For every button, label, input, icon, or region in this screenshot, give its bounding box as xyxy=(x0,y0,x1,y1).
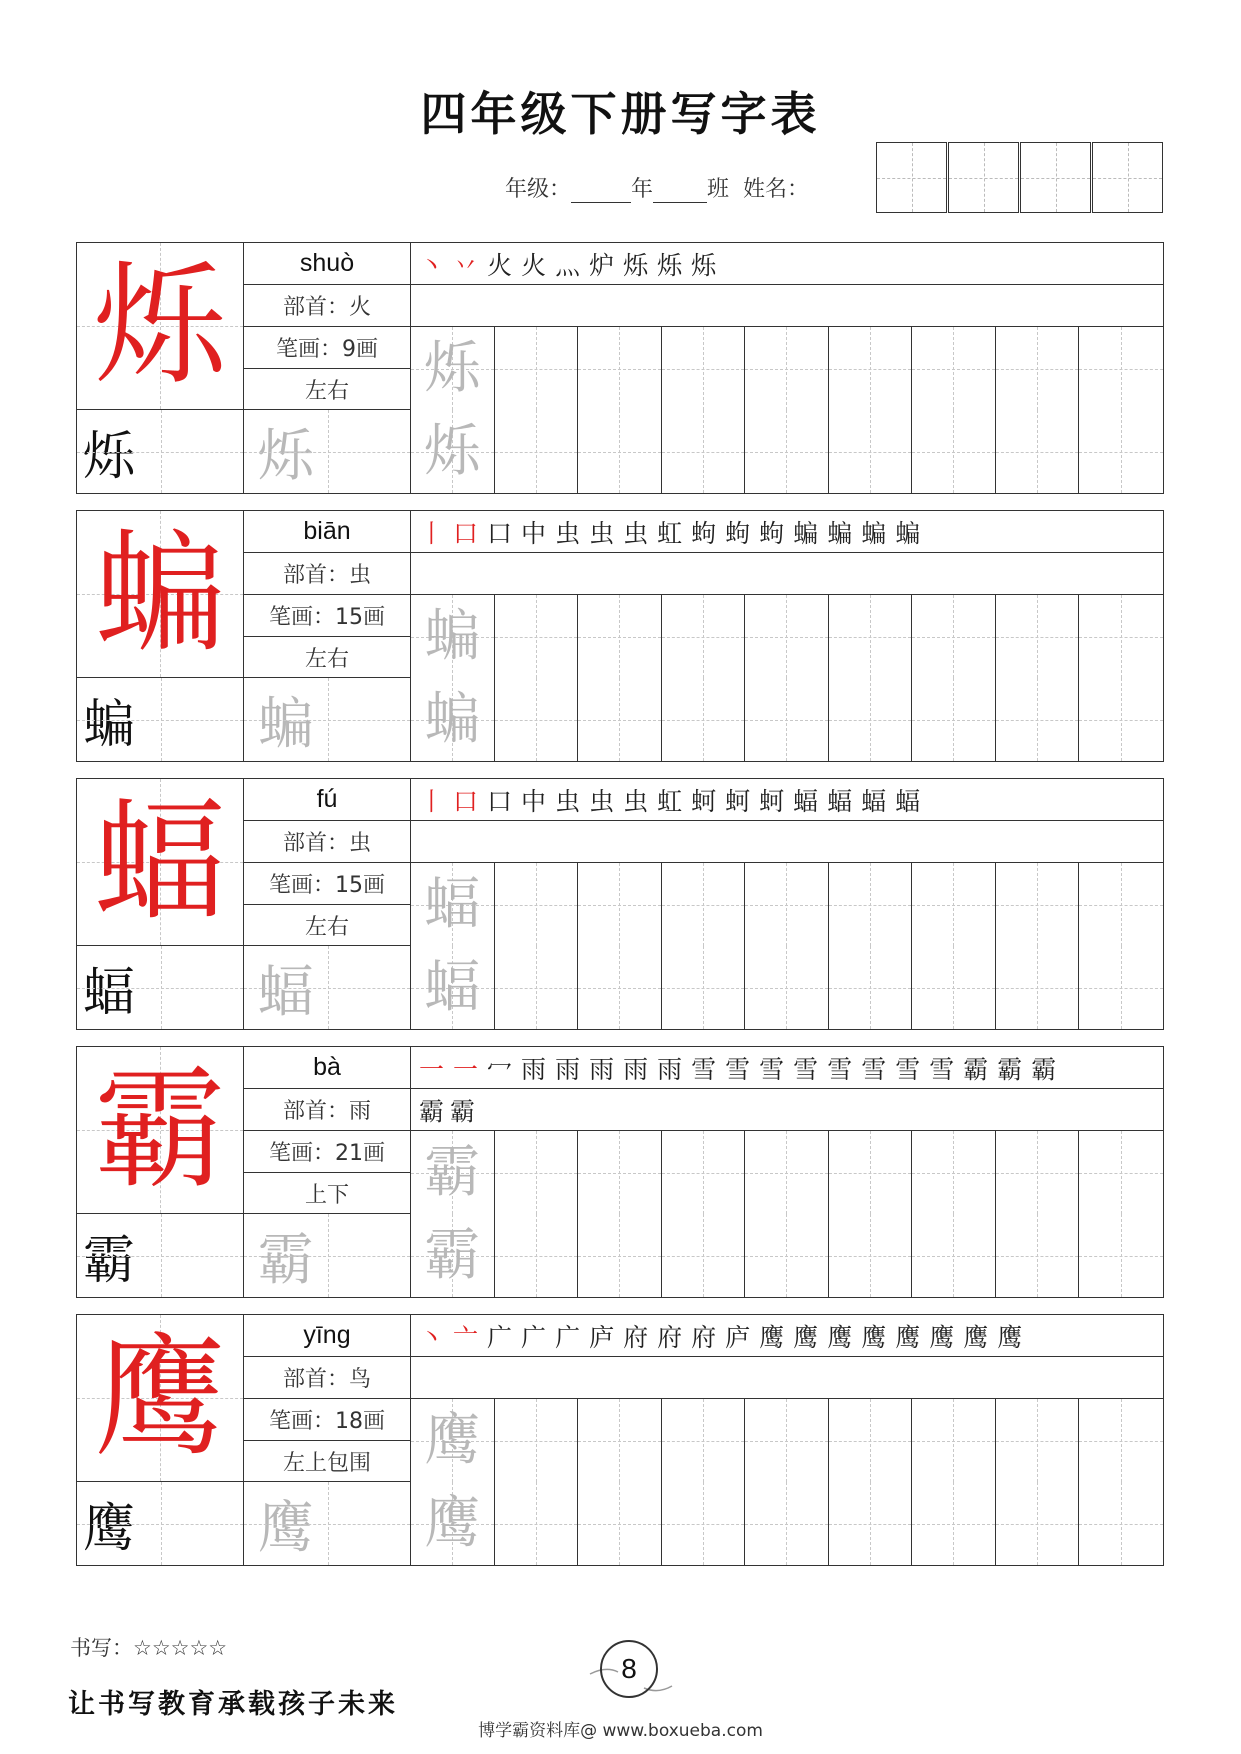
practice-square[interactable] xyxy=(996,678,1080,761)
stroke-step: 火 xyxy=(521,250,547,280)
stroke-step: 霸 xyxy=(997,1054,1023,1084)
large-character-cell xyxy=(77,511,244,678)
practice-square[interactable] xyxy=(829,678,913,761)
trace-character: 烁 xyxy=(257,423,314,489)
stroke-step: 雨 xyxy=(623,1054,649,1084)
trace-character: 蝠 xyxy=(257,959,314,1025)
practice-square[interactable] xyxy=(411,946,495,1029)
radical: 部首：雨 xyxy=(282,1099,371,1124)
practice-square[interactable] xyxy=(996,1482,1080,1565)
practice-square[interactable] xyxy=(1079,1131,1163,1214)
practice-square[interactable] xyxy=(745,946,829,1029)
practice-square[interactable] xyxy=(1079,1214,1163,1297)
trace-cell[interactable] xyxy=(244,678,411,761)
stroke-step: 丨 xyxy=(419,786,445,816)
stroke-step: 蝙 xyxy=(861,518,887,548)
practice-square[interactable] xyxy=(829,327,913,410)
practice-square[interactable] xyxy=(745,1482,829,1565)
trace-cell[interactable] xyxy=(244,1482,411,1565)
practice-square[interactable] xyxy=(829,1399,913,1482)
model-character: 蝠 xyxy=(83,963,136,1023)
stroke-count: 笔画：21画 xyxy=(269,1141,385,1166)
stroke-order-row xyxy=(411,243,1163,285)
pinyin: fú xyxy=(316,785,338,813)
structure: 左右 xyxy=(304,378,349,404)
motto: 让书写教育承载孩子未来 xyxy=(68,1689,398,1720)
practice-square[interactable] xyxy=(996,1131,1080,1214)
info-column xyxy=(244,243,411,410)
stroke-order-row xyxy=(411,1047,1163,1089)
stroke-step: 虫 xyxy=(623,518,649,548)
large-character: 蝠 xyxy=(94,785,226,939)
stroke-step: 口 xyxy=(453,518,479,548)
pinyin: biān xyxy=(303,517,351,545)
practice-square[interactable] xyxy=(745,1131,829,1214)
stroke-step: 蝙 xyxy=(895,518,921,548)
character-block xyxy=(76,778,1164,1030)
practice-square[interactable] xyxy=(1079,410,1163,493)
stroke-step: 蝙 xyxy=(827,518,853,548)
stroke-step: 庐 xyxy=(589,1322,615,1352)
practice-square[interactable] xyxy=(411,863,495,946)
model-character: 霸 xyxy=(83,1231,136,1291)
model-character: 鹰 xyxy=(83,1499,136,1559)
practice-square[interactable] xyxy=(578,678,662,761)
stroke-order-continued-row xyxy=(411,1357,1163,1399)
class-label: 班 xyxy=(707,177,730,202)
name-label: 姓名： xyxy=(743,177,810,202)
practice-square[interactable] xyxy=(495,1214,579,1297)
radical: 部首：虫 xyxy=(282,563,371,588)
practice-square[interactable] xyxy=(829,1214,913,1297)
large-character: 蝙 xyxy=(94,517,226,671)
trace-cell[interactable] xyxy=(244,1214,411,1297)
radical: 部首：虫 xyxy=(282,831,371,856)
stroke-step: 蚼 xyxy=(691,518,717,548)
practice-square[interactable] xyxy=(912,1214,996,1297)
stroke-count: 笔画：15画 xyxy=(269,873,385,898)
trace-character: 蝙 xyxy=(257,691,314,757)
stroke-step: 霸 xyxy=(1031,1054,1057,1084)
stroke-step: 烁 xyxy=(691,250,717,280)
practice-square[interactable] xyxy=(1079,1482,1163,1565)
stroke-step: 府 xyxy=(691,1322,717,1352)
practice-square[interactable] xyxy=(1079,946,1163,1029)
structure: 上下 xyxy=(304,1182,349,1208)
site-credit: 博学霸资料库@ www.boxueba.com xyxy=(478,1721,763,1741)
stroke-order-continued-row xyxy=(411,553,1163,595)
practice-square[interactable] xyxy=(578,410,662,493)
practice-square[interactable] xyxy=(662,946,746,1029)
trace-character: 烁 xyxy=(424,335,481,401)
practice-square[interactable] xyxy=(912,410,996,493)
stroke-step: 庐 xyxy=(725,1322,751,1352)
practice-square[interactable] xyxy=(996,946,1080,1029)
model-character-cell xyxy=(77,946,244,1029)
stroke-step: 广 xyxy=(555,1322,581,1352)
stroke-step: 鹰 xyxy=(793,1322,819,1352)
practice-square[interactable] xyxy=(912,1399,996,1482)
stroke-step: 雪 xyxy=(793,1054,819,1084)
practice-square[interactable] xyxy=(578,327,662,410)
stroke-step: 蚼 xyxy=(725,518,751,548)
practice-square[interactable] xyxy=(1079,678,1163,761)
practice-square[interactable] xyxy=(411,678,495,761)
model-character-cell xyxy=(77,410,244,493)
stroke-step: 火 xyxy=(487,250,513,280)
practice-square[interactable] xyxy=(745,1214,829,1297)
practice-square[interactable] xyxy=(495,1399,579,1482)
stroke-step: 中 xyxy=(521,518,547,548)
structure: 左上包围 xyxy=(282,1450,371,1476)
stroke-count: 笔画：15画 xyxy=(269,605,385,630)
stroke-count: 笔画：18画 xyxy=(269,1409,385,1434)
stroke-step: 口 xyxy=(453,786,479,816)
grade-blank[interactable] xyxy=(571,180,631,203)
student-info-line xyxy=(505,172,809,203)
stroke-step: 鹰 xyxy=(861,1322,887,1352)
stroke-step: 雨 xyxy=(657,1054,683,1084)
stroke-step: 鹰 xyxy=(827,1322,853,1352)
practice-square[interactable] xyxy=(662,595,746,678)
practice-square[interactable] xyxy=(912,678,996,761)
stroke-step: 雨 xyxy=(555,1054,581,1084)
practice-square[interactable] xyxy=(495,1482,579,1565)
pinyin: yīng xyxy=(303,1321,351,1349)
practice-square[interactable] xyxy=(495,595,579,678)
stroke-step: 虹 xyxy=(657,518,683,548)
pinyin: bà xyxy=(313,1053,341,1081)
model-character-cell xyxy=(77,1482,244,1565)
practice-row xyxy=(411,327,1163,410)
name-box[interactable] xyxy=(876,142,947,213)
practice-square[interactable] xyxy=(996,595,1080,678)
practice-square[interactable] xyxy=(1079,327,1163,410)
practice-row xyxy=(411,1399,1163,1482)
stroke-order-row xyxy=(411,1315,1163,1357)
stroke-order-continued-row xyxy=(411,285,1163,327)
practice-square[interactable] xyxy=(1079,1399,1163,1482)
practice-square[interactable] xyxy=(829,946,913,1029)
stroke-step: 雨 xyxy=(521,1054,547,1084)
stroke-order-row xyxy=(411,779,1163,821)
large-character-cell xyxy=(77,243,244,410)
stroke-step: 霸 xyxy=(450,1096,476,1126)
practice-square[interactable] xyxy=(495,327,579,410)
practice-square[interactable] xyxy=(829,1131,913,1214)
practice-square[interactable] xyxy=(578,863,662,946)
stroke-step: 口 xyxy=(487,518,513,548)
large-character: 鹰 xyxy=(94,1321,226,1475)
info-column xyxy=(244,1315,411,1482)
trace-character: 霸 xyxy=(424,1222,481,1288)
practice-row xyxy=(411,410,1163,493)
stroke-step: 雪 xyxy=(759,1054,785,1084)
radical: 部首：鸟 xyxy=(282,1367,371,1392)
trace-character: 鹰 xyxy=(257,1495,314,1561)
stroke-step: 蚵 xyxy=(725,786,751,816)
stroke-step: 烁 xyxy=(657,250,683,280)
practice-square[interactable] xyxy=(1079,863,1163,946)
stroke-count: 笔画：9画 xyxy=(276,337,378,362)
practice-square[interactable] xyxy=(745,678,829,761)
stroke-step: 雪 xyxy=(895,1054,921,1084)
practice-square[interactable] xyxy=(578,595,662,678)
stroke-step: 亠 xyxy=(453,1322,479,1352)
trace-cell[interactable] xyxy=(244,410,411,493)
practice-row xyxy=(411,595,1163,678)
trace-character: 蝙 xyxy=(424,603,481,669)
stroke-step: 霸 xyxy=(419,1096,445,1126)
large-character: 烁 xyxy=(94,249,226,403)
stroke-step: 霸 xyxy=(963,1054,989,1084)
writing-rating: 书写：☆☆☆☆☆ xyxy=(70,1636,228,1660)
info-column xyxy=(244,511,411,678)
practice-square[interactable] xyxy=(411,327,495,410)
practice-square[interactable] xyxy=(662,678,746,761)
grade-label: 年级： xyxy=(505,177,572,202)
name-grid[interactable] xyxy=(876,142,1163,213)
structure: 左右 xyxy=(304,646,349,672)
practice-row xyxy=(411,678,1163,761)
practice-row xyxy=(411,1482,1163,1565)
stroke-step: 虫 xyxy=(589,518,615,548)
stroke-step: 蚵 xyxy=(759,786,785,816)
practice-square[interactable] xyxy=(411,1399,495,1482)
name-box[interactable] xyxy=(1020,142,1091,213)
writing-row xyxy=(77,946,1163,1029)
large-character-cell xyxy=(77,779,244,946)
practice-square[interactable] xyxy=(495,678,579,761)
practice-square[interactable] xyxy=(495,863,579,946)
practice-square[interactable] xyxy=(662,863,746,946)
practice-square[interactable] xyxy=(495,1131,579,1214)
stroke-step: 鹰 xyxy=(759,1322,785,1352)
model-character: 蝙 xyxy=(83,695,136,755)
stroke-order-row xyxy=(411,511,1163,553)
practice-square[interactable] xyxy=(411,410,495,493)
large-character-cell xyxy=(77,1047,244,1214)
stroke-step: 雪 xyxy=(861,1054,887,1084)
model-character-cell xyxy=(77,678,244,761)
trace-character: 蝙 xyxy=(424,686,481,752)
practice-square[interactable] xyxy=(662,1131,746,1214)
practice-square[interactable] xyxy=(829,1482,913,1565)
stroke-step: 烁 xyxy=(623,250,649,280)
writing-row xyxy=(77,1214,1163,1297)
practice-square[interactable] xyxy=(662,1214,746,1297)
practice-square[interactable] xyxy=(662,1482,746,1565)
page-number: 8 xyxy=(600,1640,658,1698)
character-block xyxy=(76,1314,1164,1566)
stroke-step: 广 xyxy=(521,1322,547,1352)
practice-square[interactable] xyxy=(996,1214,1080,1297)
practice-square[interactable] xyxy=(745,863,829,946)
stroke-step: 雪 xyxy=(827,1054,853,1084)
practice-square[interactable] xyxy=(912,1131,996,1214)
trace-character: 鹰 xyxy=(424,1407,481,1473)
name-box[interactable] xyxy=(948,142,1019,213)
practice-square[interactable] xyxy=(578,1131,662,1214)
stroke-step: 虫 xyxy=(623,786,649,816)
large-character-cell xyxy=(77,1315,244,1482)
practice-square[interactable] xyxy=(745,595,829,678)
practice-square[interactable] xyxy=(912,327,996,410)
stroke-step: 丨 xyxy=(419,518,445,548)
trace-character: 蝠 xyxy=(424,954,481,1020)
practice-row xyxy=(411,1214,1163,1297)
practice-square[interactable] xyxy=(1079,595,1163,678)
practice-square[interactable] xyxy=(578,946,662,1029)
practice-square[interactable] xyxy=(829,863,913,946)
stroke-step: 丷 xyxy=(453,250,479,280)
stroke-step: 雪 xyxy=(929,1054,955,1084)
practice-square[interactable] xyxy=(745,1399,829,1482)
writing-row xyxy=(77,1482,1163,1565)
stroke-order-continued-row xyxy=(411,1089,1163,1131)
stroke-step: 冖 xyxy=(487,1054,513,1084)
practice-square[interactable] xyxy=(662,327,746,410)
practice-row xyxy=(411,1131,1163,1214)
stroke-step: 蝠 xyxy=(793,786,819,816)
practice-square[interactable] xyxy=(578,1399,662,1482)
stroke-step: 鹰 xyxy=(929,1322,955,1352)
practice-square[interactable] xyxy=(996,863,1080,946)
large-character: 霸 xyxy=(94,1053,226,1207)
trace-character: 鹰 xyxy=(424,1490,481,1556)
trace-cell[interactable] xyxy=(244,946,411,1029)
practice-row xyxy=(411,863,1163,946)
trace-character: 霸 xyxy=(257,1227,314,1293)
practice-square[interactable] xyxy=(912,946,996,1029)
practice-row xyxy=(411,946,1163,1029)
trace-character: 霸 xyxy=(424,1139,481,1205)
stroke-step: 雨 xyxy=(589,1054,615,1084)
class-blank[interactable] xyxy=(653,180,707,203)
stroke-step: 雪 xyxy=(691,1054,717,1084)
writing-row xyxy=(77,678,1163,761)
model-character-cell xyxy=(77,1214,244,1297)
practice-square[interactable] xyxy=(745,327,829,410)
practice-square[interactable] xyxy=(996,410,1080,493)
stroke-step: 丶 xyxy=(419,250,445,280)
structure: 左右 xyxy=(304,914,349,940)
trace-character: 蝠 xyxy=(424,871,481,937)
practice-square[interactable] xyxy=(411,1214,495,1297)
pinyin: shuò xyxy=(299,249,355,277)
practice-square[interactable] xyxy=(411,1482,495,1565)
info-column xyxy=(244,779,411,946)
practice-square[interactable] xyxy=(495,946,579,1029)
practice-square[interactable] xyxy=(912,1482,996,1565)
practice-square[interactable] xyxy=(996,327,1080,410)
practice-square[interactable] xyxy=(662,410,746,493)
model-character: 烁 xyxy=(83,427,136,487)
stroke-step: 口 xyxy=(487,786,513,816)
character-block xyxy=(76,242,1164,494)
stroke-step: 雪 xyxy=(725,1054,751,1084)
practice-square[interactable] xyxy=(411,595,495,678)
practice-square[interactable] xyxy=(662,1399,746,1482)
stroke-step: 鹰 xyxy=(963,1322,989,1352)
stroke-step: 丶 xyxy=(419,1322,445,1352)
practice-square[interactable] xyxy=(745,410,829,493)
stroke-step: 鹰 xyxy=(997,1322,1023,1352)
stroke-step: 府 xyxy=(623,1322,649,1352)
stroke-step: 蝠 xyxy=(895,786,921,816)
stroke-step: 蚼 xyxy=(759,518,785,548)
practice-square[interactable] xyxy=(912,595,996,678)
stroke-step: 鹰 xyxy=(895,1322,921,1352)
stroke-step: 虹 xyxy=(657,786,683,816)
stroke-step: 灬 xyxy=(555,250,581,280)
stroke-step: 蝠 xyxy=(861,786,887,816)
practice-square[interactable] xyxy=(578,1214,662,1297)
writing-row xyxy=(77,410,1163,493)
practice-square[interactable] xyxy=(996,1399,1080,1482)
year-label: 年 xyxy=(631,177,654,202)
practice-square[interactable] xyxy=(829,410,913,493)
stroke-step: 府 xyxy=(657,1322,683,1352)
page-title: 四年级下册写字表 xyxy=(420,87,821,141)
info-column xyxy=(244,1047,411,1214)
stroke-step: 蚵 xyxy=(691,786,717,816)
stroke-step: 中 xyxy=(521,786,547,816)
stroke-step: 一 xyxy=(453,1054,479,1084)
stroke-step: 虫 xyxy=(589,786,615,816)
practice-square[interactable] xyxy=(495,410,579,493)
stroke-step: 广 xyxy=(487,1322,513,1352)
practice-square[interactable] xyxy=(912,863,996,946)
stroke-step: 炉 xyxy=(589,250,615,280)
character-block xyxy=(76,510,1164,762)
practice-square[interactable] xyxy=(829,595,913,678)
name-box[interactable] xyxy=(1092,142,1163,213)
stroke-step: 一 xyxy=(419,1054,445,1084)
practice-square[interactable] xyxy=(578,1482,662,1565)
character-block xyxy=(76,1046,1164,1298)
stroke-step: 蝙 xyxy=(793,518,819,548)
stroke-step: 蝠 xyxy=(827,786,853,816)
practice-square[interactable] xyxy=(411,1131,495,1214)
stroke-order-continued-row xyxy=(411,821,1163,863)
stroke-step: 虫 xyxy=(555,786,581,816)
stroke-step: 虫 xyxy=(555,518,581,548)
radical: 部首：火 xyxy=(282,295,371,320)
trace-character: 烁 xyxy=(424,418,481,484)
